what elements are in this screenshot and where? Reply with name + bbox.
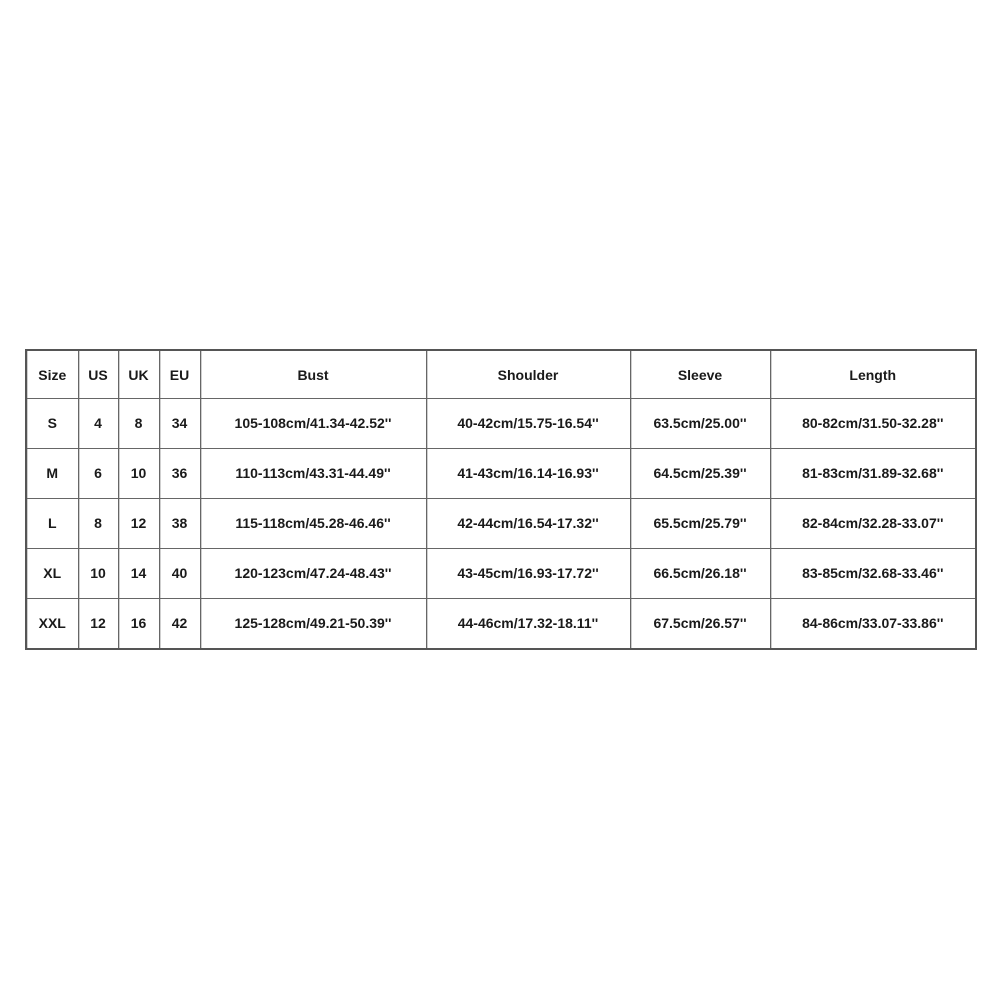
cell-shoulder: 43-45cm/16.93-17.72'': [426, 548, 630, 598]
column-header-uk: UK: [118, 350, 159, 399]
cell-us: 6: [78, 448, 118, 498]
cell-length: 83-85cm/32.68-33.46'': [770, 548, 976, 598]
cell-us: 12: [78, 598, 118, 649]
cell-uk: 8: [118, 399, 159, 449]
table-row: [26, 548, 976, 598]
cell-bust: 125-128cm/49.21-50.39'': [200, 598, 426, 649]
column-header-us: US: [78, 350, 118, 399]
table-row: [26, 399, 976, 449]
cell-size: L: [26, 498, 78, 548]
cell-size: XXL: [26, 598, 78, 649]
cell-length: 82-84cm/32.28-33.07'': [770, 498, 976, 548]
cell-eu: 38: [159, 498, 200, 548]
cell-us: 10: [78, 548, 118, 598]
cell-length: 84-86cm/33.07-33.86'': [770, 598, 976, 649]
cell-length: 81-83cm/31.89-32.68'': [770, 448, 976, 498]
cell-bust: 110-113cm/43.31-44.49'': [200, 448, 426, 498]
cell-shoulder: 41-43cm/16.14-16.93'': [426, 448, 630, 498]
cell-eu: 42: [159, 598, 200, 649]
cell-bust: 120-123cm/47.24-48.43'': [200, 548, 426, 598]
cell-shoulder: 40-42cm/15.75-16.54'': [426, 399, 630, 449]
table-row: [26, 448, 976, 498]
cell-shoulder: 44-46cm/17.32-18.11'': [426, 598, 630, 649]
column-header-bust: Bust: [200, 350, 426, 399]
cell-bust: 105-108cm/41.34-42.52'': [200, 399, 426, 449]
cell-uk: 14: [118, 548, 159, 598]
cell-eu: 40: [159, 548, 200, 598]
column-header-length: Length: [770, 350, 976, 399]
column-header-shoulder: Shoulder: [426, 350, 630, 399]
cell-bust: 115-118cm/45.28-46.46'': [200, 498, 426, 548]
cell-sleeve: 63.5cm/25.00'': [630, 399, 770, 449]
table-row: [26, 498, 976, 548]
cell-sleeve: 66.5cm/26.18'': [630, 548, 770, 598]
column-header-eu: EU: [159, 350, 200, 399]
header-row: [26, 350, 976, 399]
cell-sleeve: 64.5cm/25.39'': [630, 448, 770, 498]
column-header-sleeve: Sleeve: [630, 350, 770, 399]
cell-us: 8: [78, 498, 118, 548]
cell-length: 80-82cm/31.50-32.28'': [770, 399, 976, 449]
cell-shoulder: 42-44cm/16.54-17.32'': [426, 498, 630, 548]
cell-us: 4: [78, 399, 118, 449]
cell-size: M: [26, 448, 78, 498]
table-row: [26, 598, 976, 649]
cell-uk: 12: [118, 498, 159, 548]
cell-size: XL: [26, 548, 78, 598]
cell-eu: 34: [159, 399, 200, 449]
cell-uk: 10: [118, 448, 159, 498]
size-chart-table: [25, 349, 977, 650]
cell-sleeve: 65.5cm/25.79'': [630, 498, 770, 548]
cell-size: S: [26, 399, 78, 449]
cell-uk: 16: [118, 598, 159, 649]
cell-sleeve: 67.5cm/26.57'': [630, 598, 770, 649]
cell-eu: 36: [159, 448, 200, 498]
column-header-size: Size: [26, 350, 78, 399]
